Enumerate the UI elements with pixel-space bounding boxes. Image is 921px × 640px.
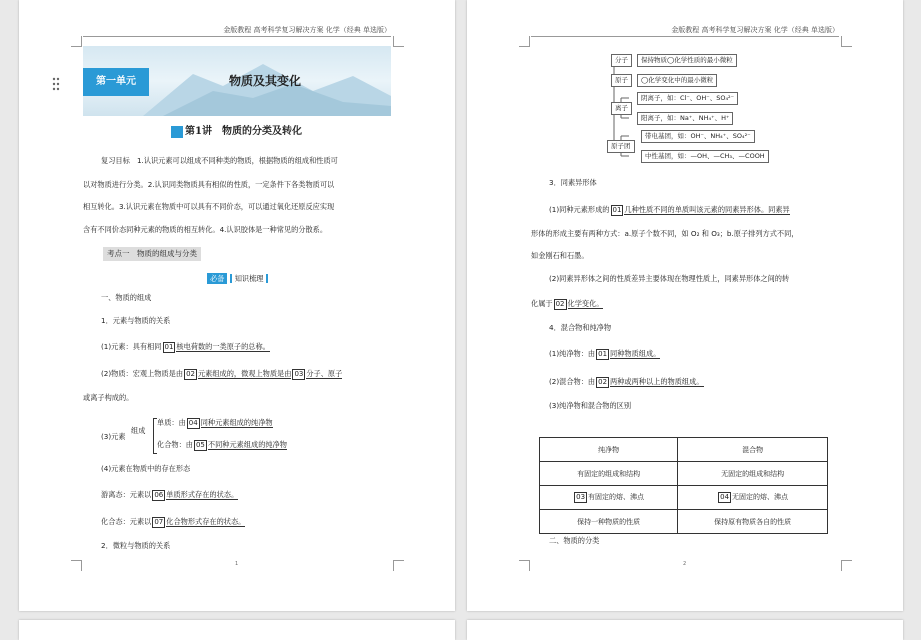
crop-mark	[393, 560, 404, 571]
table-cell: 保持原有物质各自的性质	[678, 510, 828, 534]
text-line: (2)同素异形体之间的性质差异主要体现在物理性质上，同素异形体之间的转	[549, 274, 790, 283]
section-badge	[207, 274, 268, 284]
answer-number: 06	[154, 491, 164, 499]
answer-number: 03	[576, 493, 586, 501]
tree-node-ion: 离子	[611, 102, 632, 115]
text-line: 化合态：元素以 07 化合物形式存在的状态。	[101, 517, 246, 526]
text-line: 如金刚石和石墨。	[531, 251, 589, 260]
crop-mark	[393, 36, 404, 47]
document-page-4	[467, 620, 903, 640]
comparison-table	[539, 437, 828, 534]
goals-line: 含有不同价态同种元素的物质的相互转化。4.认识胶体是一种常见的分散系。	[83, 225, 328, 234]
text-line: 游离态：元素以 06 单质形式存在的状态。	[101, 490, 239, 499]
document-page-2	[467, 0, 903, 611]
document-page-3	[19, 620, 455, 640]
unit-banner	[83, 46, 391, 116]
subsection-heading: 3．同素异形体	[549, 178, 597, 187]
table-cell: 无固定的组成和结构	[678, 462, 828, 486]
tree-desc: 保持物质◯化学性质的最小微粒	[637, 54, 737, 67]
badge-left: 必备	[207, 273, 227, 284]
answer-number: 01	[164, 343, 174, 351]
crop-mark	[841, 36, 852, 47]
answer-number: 04	[720, 493, 730, 501]
answer-number: 07	[154, 518, 164, 526]
table-row	[540, 510, 828, 534]
document-page-1	[19, 0, 455, 611]
badge-right: 知识梳理	[230, 274, 269, 283]
tree-desc: ◯化学变化中的最小微粒	[637, 74, 717, 87]
tree-desc: 带电基团，如：OH⁻、NH₄⁺、SO₄²⁻	[641, 130, 755, 143]
page-number: 2	[683, 561, 687, 567]
section-heading: 二、物质的分类	[549, 536, 600, 545]
cell-text: 有固定的熔、沸点	[588, 493, 645, 501]
unit-label: 第一单元	[83, 68, 149, 96]
answer-number: 02	[598, 378, 608, 386]
crop-mark	[519, 560, 530, 571]
text-line: (2)物质：宏观上物质是由 02 元素组成的，微观上物质是由 03 分子、原子	[101, 369, 343, 378]
text-line: (4)元素在物质中的存在形态	[101, 464, 191, 473]
section-heading: 一、物质的组成	[101, 293, 152, 302]
tree-desc: 中性基团，如：—OH、—CH₃、—COOH	[641, 150, 769, 163]
answer-number: 01	[598, 350, 608, 358]
subsection-heading: 1．元素与物质的关系	[101, 316, 171, 325]
answer-number: 02	[186, 370, 195, 378]
page-number: 1	[235, 561, 239, 567]
answer-number: 02	[555, 300, 565, 308]
answer-number: 04	[188, 419, 198, 427]
table-row	[540, 486, 828, 510]
text-line: 形体的形成主要有两种方式：a.原子个数不同，如 O₂ 和 O₃；b.原子排列方式不同，	[531, 229, 799, 238]
lecture-title: 第1讲 物质的分类及转化	[185, 126, 302, 137]
crop-mark	[71, 36, 82, 47]
table-row	[540, 462, 828, 486]
lecture-marker-icon	[171, 126, 183, 138]
goals-line: 复习目标 1.认识元素可以组成不同种类的物质，根据物质的组成和性质可	[101, 156, 338, 165]
table-header: 混合物	[678, 438, 828, 462]
tree-node-molecule: 分子	[611, 54, 632, 67]
text-line: (1)同种元素形成的 01 几种性质不同的单质叫该元素的同素异形体。同素异	[549, 205, 790, 214]
goals-line: 相互转化。3.认识元素在物质中可以具有不同价态，可以通过氧化还原反应实现	[83, 202, 335, 211]
header-rule	[531, 36, 839, 37]
table-header-row	[540, 438, 828, 462]
table-cell: 有固定的组成和结构	[540, 462, 678, 486]
text-line: (3)纯净物和混合物的区别	[549, 401, 632, 410]
drag-handle-icon[interactable]	[52, 76, 60, 90]
tree-node-group: 原子团	[607, 140, 635, 153]
text-line: 化合物：由 05 不同种元素组成的纯净物	[157, 440, 287, 449]
page-header: 金版教程 高考科学复习解决方案 化学（经典 单选版）	[671, 26, 839, 34]
answer-number: 05	[195, 441, 205, 449]
crop-mark	[841, 560, 852, 571]
tree-desc: 阳离子，如：Na⁺、NH₄⁺、H⁺	[637, 112, 733, 125]
unit-title: 物质及其变化	[229, 74, 302, 88]
text-line: 或离子构成的。	[83, 393, 134, 402]
table-cell	[678, 486, 828, 510]
text-line: (2)混合物：由 02 两种或两种以上的物质组成。	[549, 377, 704, 386]
crop-mark	[519, 36, 530, 47]
subsection-heading: 2．微粒与物质的关系	[101, 541, 171, 550]
table-cell	[540, 486, 678, 510]
tree-desc: 阴离子，如：Cl⁻、OH⁻、SO₄²⁻	[637, 92, 738, 105]
crop-mark	[71, 560, 82, 571]
page-header: 金版教程 高考科学复习解决方案 化学（经典 单选版）	[223, 26, 391, 34]
table-cell: 保持一种物质的性质	[540, 510, 678, 534]
answer-number: 03	[294, 370, 304, 378]
cell-text: 无固定的熔、沸点	[732, 493, 789, 501]
text-line: (1)纯净物：由 01 同种物质组成。	[549, 349, 661, 358]
topic-heading: 考点一 物质的组成与分类	[103, 247, 201, 261]
text-line: 化属于 02 化学变化。	[531, 299, 604, 308]
table-header: 纯净物	[540, 438, 678, 462]
goals-line: 以对物质进行分类。2.认识同类物质具有相似的性质，一定条件下各类物质可以	[83, 180, 335, 189]
subsection-heading: 4．混合物和纯净物	[549, 323, 612, 332]
answer-number: 01	[612, 206, 622, 214]
header-rule	[83, 36, 391, 37]
brace-label: 组成	[131, 426, 146, 435]
tree-node-atom: 原子	[611, 74, 632, 87]
text-line: (3)元素	[101, 432, 126, 441]
text-line: 单质：由 04 同种元素组成的纯净物	[157, 418, 273, 427]
text-line: (1)元素：具有相同 01 核电荷数的一类原子的总称。	[101, 342, 270, 351]
